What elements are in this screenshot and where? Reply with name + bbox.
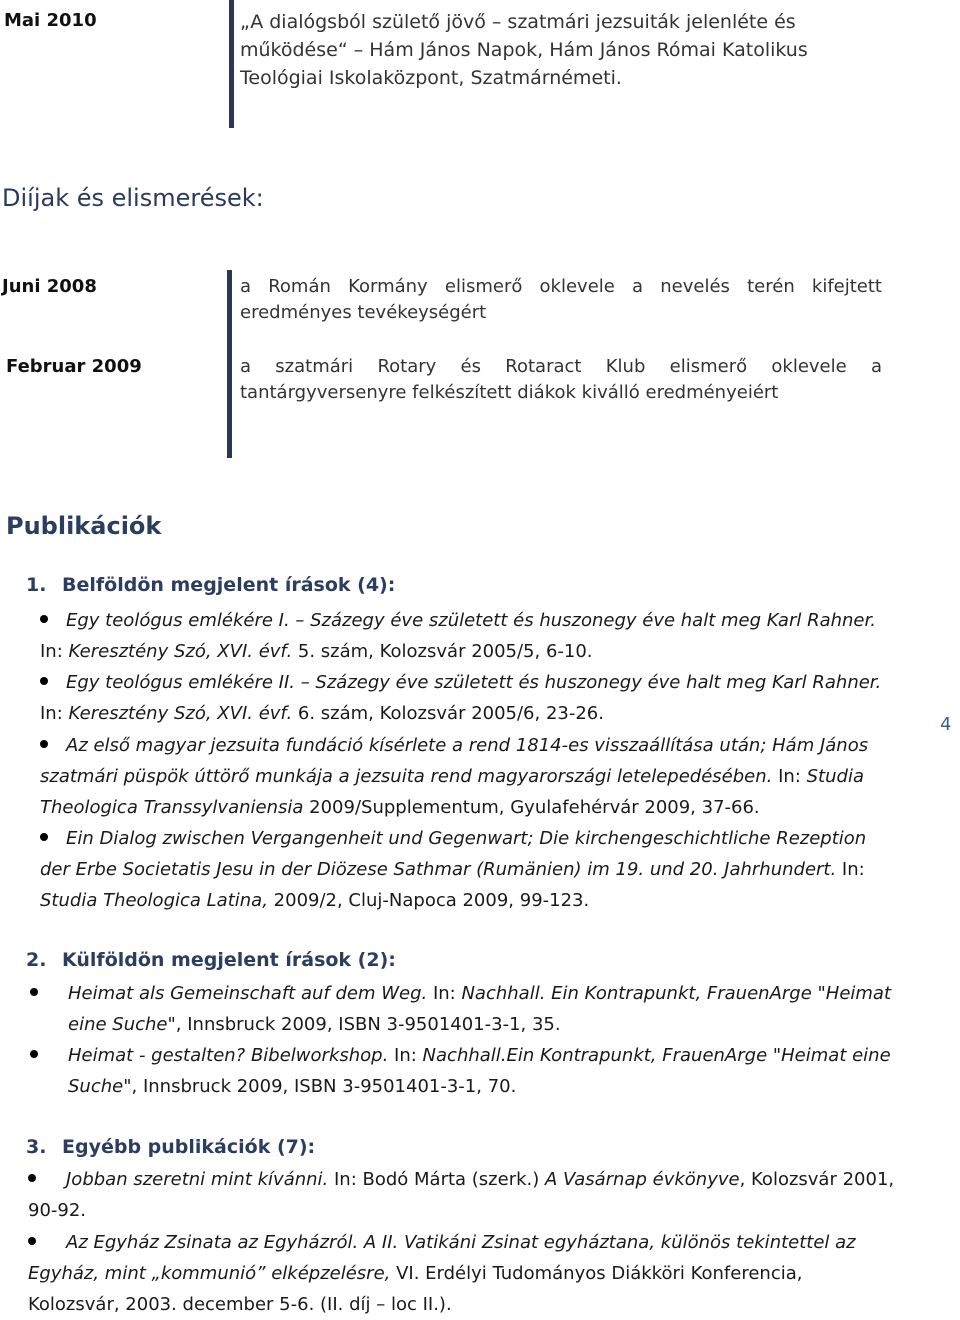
publication-in: In: — [772, 766, 807, 787]
bullet-icon — [30, 988, 38, 996]
section-number: 3. — [26, 1136, 47, 1158]
publication-source: A Vasárnap évkönyve — [545, 1169, 740, 1190]
awards-timeline-bar — [227, 270, 232, 458]
publication-source: Keresztény Szó, XVI. évf. — [68, 703, 293, 724]
timeline-bar — [229, 0, 234, 128]
publication-in: In: — [40, 641, 69, 662]
award-date: Juni 2008 — [2, 276, 97, 297]
publication-in: In: Bodó Márta (szerk.) — [328, 1169, 545, 1190]
publication-title: Heimat - gestalten? Bibelworkshop. — [68, 1045, 389, 1066]
publication-source: Keresztény Szó, XVI. évf. — [68, 641, 293, 662]
section-title-text: Külföldön megjelent írások (2): — [62, 949, 396, 971]
publication-item — [40, 730, 900, 823]
publication-item — [28, 1164, 898, 1226]
publication-in: In: — [388, 1045, 423, 1066]
award-text: a Román Kormány elismerő oklevele a nevelés terén kifejtett eredményes tevékeységért — [240, 276, 882, 323]
bullet-icon — [28, 1237, 36, 1245]
bullet-icon — [40, 677, 48, 685]
award-date: Februar 2009 — [6, 356, 142, 377]
publication-in: In: — [427, 983, 462, 1004]
publication-title: Egy teológus emlékére I. – Százegy éve született és huszonegy éve halt meg Karl Rahner. — [66, 610, 876, 631]
page-number: 4 — [940, 714, 952, 735]
publication-title: Ein Dialog zwischen Vergangenheit und Gegenwart; Die kirchengeschichtliche Rezeption der Erbe Societatis Jesu in der Diözese Sathmar (Rumänien) im 19. und 20. Jahrhundert. — [40, 828, 867, 880]
publication-details: 2009/Supplementum, Gyulafehérvár 2009, 37-66. — [303, 797, 760, 818]
bullet-icon — [28, 1174, 36, 1182]
section-title-text: Belföldön megjelent írások (4): — [62, 574, 396, 596]
section-number: 1. — [26, 574, 47, 596]
publication-title: Jobban szeretni mint kívánni. — [66, 1169, 329, 1190]
publication-title: Az első magyar jezsuita fundáció kísérlete a rend 1814-es visszaállítása után; Hám János szatmári püspök úttörő munkája a jezsuita rend magyarországi letelepedésében. — [40, 735, 869, 787]
section-title — [26, 1136, 315, 1158]
publication-title: Az Egyház Zsinata az Egyházról. A II. Vatikáni Zsinat egyháztana, különös tekintettel az Egyház, mint „kommunió” elképzelésre, — [28, 1232, 856, 1284]
section-number: 2. — [26, 949, 47, 971]
publication-details: , Kolozsvár 2001, 90-92. — [28, 1169, 895, 1221]
bullet-icon — [30, 1050, 38, 1058]
publication-details: , Innsbruck 2009, ISBN 3-9501401-3-1, 35. — [175, 1014, 561, 1035]
publication-item — [30, 978, 928, 1040]
publication-item — [28, 1227, 898, 1320]
publication-source: Nachhall. Ein Kontrapunkt, FrauenArge "Heimat eine Suche" — [68, 983, 892, 1035]
publication-source: Studia Theologica Transsylvaniensia — [40, 766, 864, 818]
publication-title: Heimat als Gemeinschaft auf dem Weg. — [68, 983, 428, 1004]
bullet-icon — [40, 740, 48, 748]
publication-item — [40, 667, 900, 729]
publication-in: In: — [40, 703, 69, 724]
publication-details: VI. Erdélyi Tudományos Diákköri Konferencia, Kolozsvár, 2003. december 5-6. (II. díj – loc II.). — [28, 1263, 803, 1315]
awards-heading: Diíjak és elismerések: — [2, 184, 264, 212]
section-title — [26, 574, 395, 596]
entry-text: „A dialógsból születő jövő – szatmári jezsuiták jelenléte és működése“ – Hám János Napok, Hám János Római Katolikus Teológiai Iskolaközpont, Szatmárnémeti. — [240, 11, 808, 89]
publication-item — [30, 1040, 928, 1102]
publication-details: , Innsbruck 2009, ISBN 3-9501401-3-1, 70. — [131, 1076, 517, 1097]
publications-heading: Publikációk — [6, 512, 162, 540]
publication-source: Studia Theologica Latina, — [40, 890, 268, 911]
publication-details: 6. szám, Kolozsvár 2005/6, 23-26. — [292, 703, 604, 724]
section-title — [26, 949, 396, 971]
publication-title: Egy teológus emlékére II. – Százegy éve született és huszonegy éve halt meg Karl Rahner. — [66, 672, 882, 693]
entry-date: Mai 2010 — [4, 10, 97, 31]
publication-item — [40, 823, 900, 916]
publication-item — [40, 605, 900, 667]
publication-in: In: — [836, 859, 865, 880]
publication-details: 5. szám, Kolozsvár 2005/5, 6-10. — [292, 641, 593, 662]
award-text: a szatmári Rotary és Rotaract Klub elismerő oklevele a tantárgyversenyre felkészített diákok kiválló eredményeiért — [240, 356, 882, 403]
publication-source: Nachhall.Ein Kontrapunkt, FrauenArge "Heimat eine Suche" — [68, 1045, 891, 1097]
bullet-icon — [40, 833, 48, 841]
bullet-icon — [40, 615, 48, 623]
publication-details: 2009/2, Cluj-Napoca 2009, 99-123. — [267, 890, 590, 911]
section-title-text: Egyébb publikációk (7): — [62, 1136, 316, 1158]
